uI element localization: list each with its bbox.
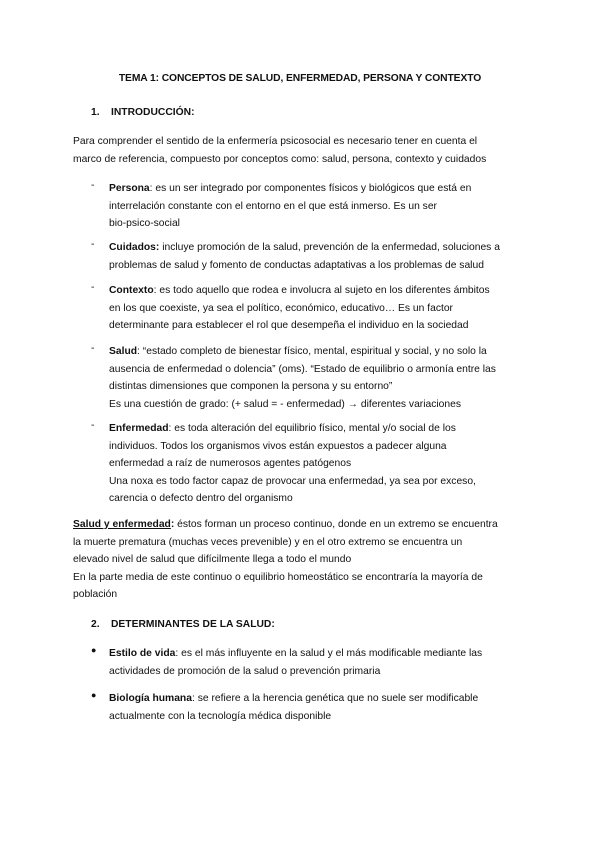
intro-paragraph: Para comprender el sentido de la enfermería psicosocial es necesario tener en cuenta el marco de referencia, compuesto por conceptos como: salud, persona, contexto y cuidados [73, 136, 487, 165]
document-title: TEMA 1: CONCEPTOS DE SALUD, ENFERMEDAD, PERSONA Y CONTEXTO [118, 73, 482, 84]
document-page: TEMA 1: CONCEPTOS DE SALUD, ENFERMEDAD, PERSONA Y CONTEXTO 1. INTRODUCCIÓN: Para comprender el sentido de la enfermería psicosocial es necesario tener en cuenta el marco de referencia, compuesto por conceptos como: salud, persona, contexto y cuidados - Persona: es un ser integrado por componentes físicos y biológicos que está en interrelación constante con el entorno en el que está inmerso. Es un ser bio-psico-social - Cuidados: incluye promoción de la salud, prevención de la enfermedad, soluciones a problemas de salud y fomento de conductas adaptativas a los problemas de salud - Contexto: es todo aquello que rodea e involucra al sujeto en los diferentes ámbitos en los que coexiste, ya sea el político, económico, educativo… Es un factor determinante para establecer el rol que desempeña el individuo en la sociedad - Salud: “estado completo de bienestar físico, mental, espiritual y social, y no solo la ausencia de enfermedad o dolencia” (oms). “Estado de equilibrio o armonía entre las distintas dimensiones que componen la persona y su entorno” Es una cuestión de grado: (+ salud = - enfermedad) → diferentes variaciones - Enfermedad: es toda alteración del equilibrio físico, mental y/o social de los individuos. Todos los organismos vivos están expuestos a padecer alguna enfermedad a raíz de numerosos agentes patógenos Una noxa es todo factor capaz de provocar una enfermedad, ya sea por exceso, carencia o defecto dentro del organismo Salud y enfermedad: éstos forman un proceso continuo, donde en un extremo se encuentra la muerte prematura (muchas veces prevenible) y en el otro extremo se encuentra un elevado nivel de salud que difícilmente llega a todo el mundo En la parte media de este continuo o equilibrio homeostático se encontraría la mayoría de población 2. DETERMINANTES DE LA SALUD: ● Estilo de vida: es el más influyente en la salud y el más modificable mediante las actividades de promoción de la salud o prevención primaria ● Biología humana: se refiere a la herencia genética que no suele ser modificable actualmente con la tecnología médica disponible [0, 0, 600, 848]
dash-marker: - [91, 180, 95, 191]
bullet-marker: ● [91, 645, 97, 655]
section-heading-introduccion: 1. INTRODUCCIÓN: [91, 107, 195, 118]
dash-marker: - [91, 239, 95, 250]
bullet-marker: ● [91, 690, 97, 700]
dash-marker: - [91, 343, 95, 354]
dash-marker: - [91, 420, 95, 431]
dash-marker: - [91, 282, 95, 293]
section-heading-determinantes: 2. DETERMINANTES DE LA SALUD: [91, 619, 275, 630]
salud-enfermedad-paragraph: Salud y enfermedad: éstos forman un proceso continuo, donde en un extremo se encuentra la muerte prematura (muchas veces prevenible) y en el otro extremo se encuentra un elevado nivel de salud que difícilmente llega a todo el mundo En la parte media de este continuo o equilibrio homeostático se encontraría la mayoría de población [73, 519, 498, 600]
